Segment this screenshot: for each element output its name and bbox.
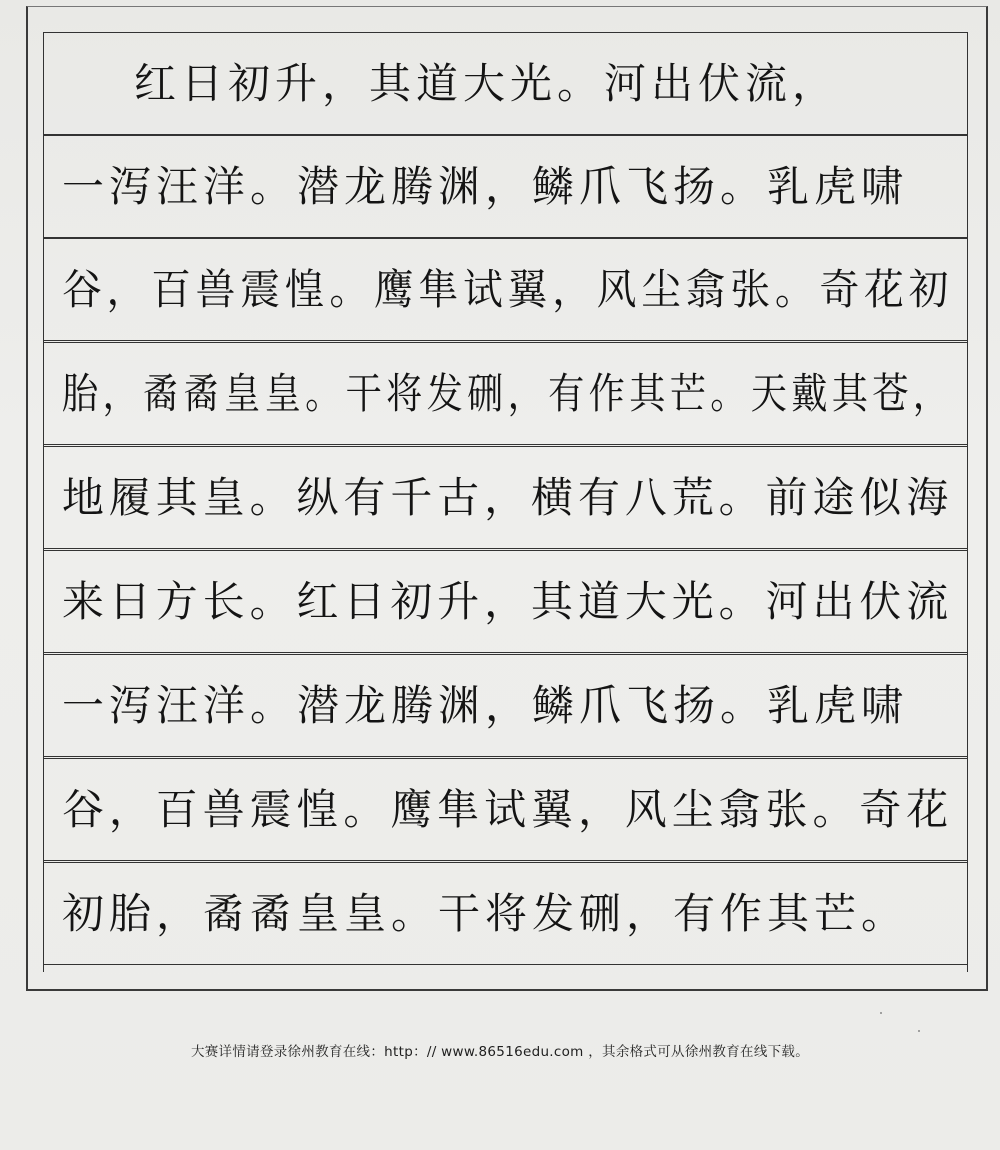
handwritten-line: 红日初升，其道大光。河出伏流， (134, 58, 840, 108)
grid-row-3 (44, 238, 967, 341)
handwritten-line: 谷，百兽震惶。鹰隼试翼，风尘翕张。奇花 (62, 784, 954, 834)
grid-row-8 (44, 758, 967, 861)
grid-row-7 (44, 654, 967, 757)
paper-speck (918, 1030, 920, 1032)
handwritten-line: 来日方长。红日初升，其道大光。河出伏流 (62, 576, 954, 626)
grid-row-2 (44, 135, 967, 238)
handwritten-line: 一泻汪洋。潜龙腾渊，鳞爪飞扬。乳虎啸 (62, 161, 909, 211)
writing-grid (43, 32, 968, 972)
grid-row-6 (44, 550, 967, 653)
contest-info-footer: 大赛详情请登录徐州教育在线：http：// www.86516edu.com ，其余格式可从徐州教育在线下载。 (190, 1044, 810, 1060)
handwritten-line: 一泻汪洋。潜龙腾渊，鳞爪飞扬。乳虎啸 (62, 680, 909, 730)
handwritten-line: 地履其皇。纵有千古，横有八荒。前途似海 (62, 472, 954, 522)
handwritten-line: 谷，百兽震惶。鹰隼试翼，风尘翕张。奇花初 (62, 264, 954, 314)
grid-row-4 (44, 342, 967, 445)
grid-row-9 (44, 862, 967, 965)
paper-speck (880, 1012, 882, 1014)
handwritten-line: 胎，矞矞皇皇。干将发硎，有作其芒。天戴其苍， (62, 368, 954, 418)
grid-row-5 (44, 446, 967, 549)
grid-row-1 (44, 32, 967, 135)
handwritten-line: 初胎，矞矞皇皇。干将发硎，有作其芒。 (62, 888, 909, 938)
